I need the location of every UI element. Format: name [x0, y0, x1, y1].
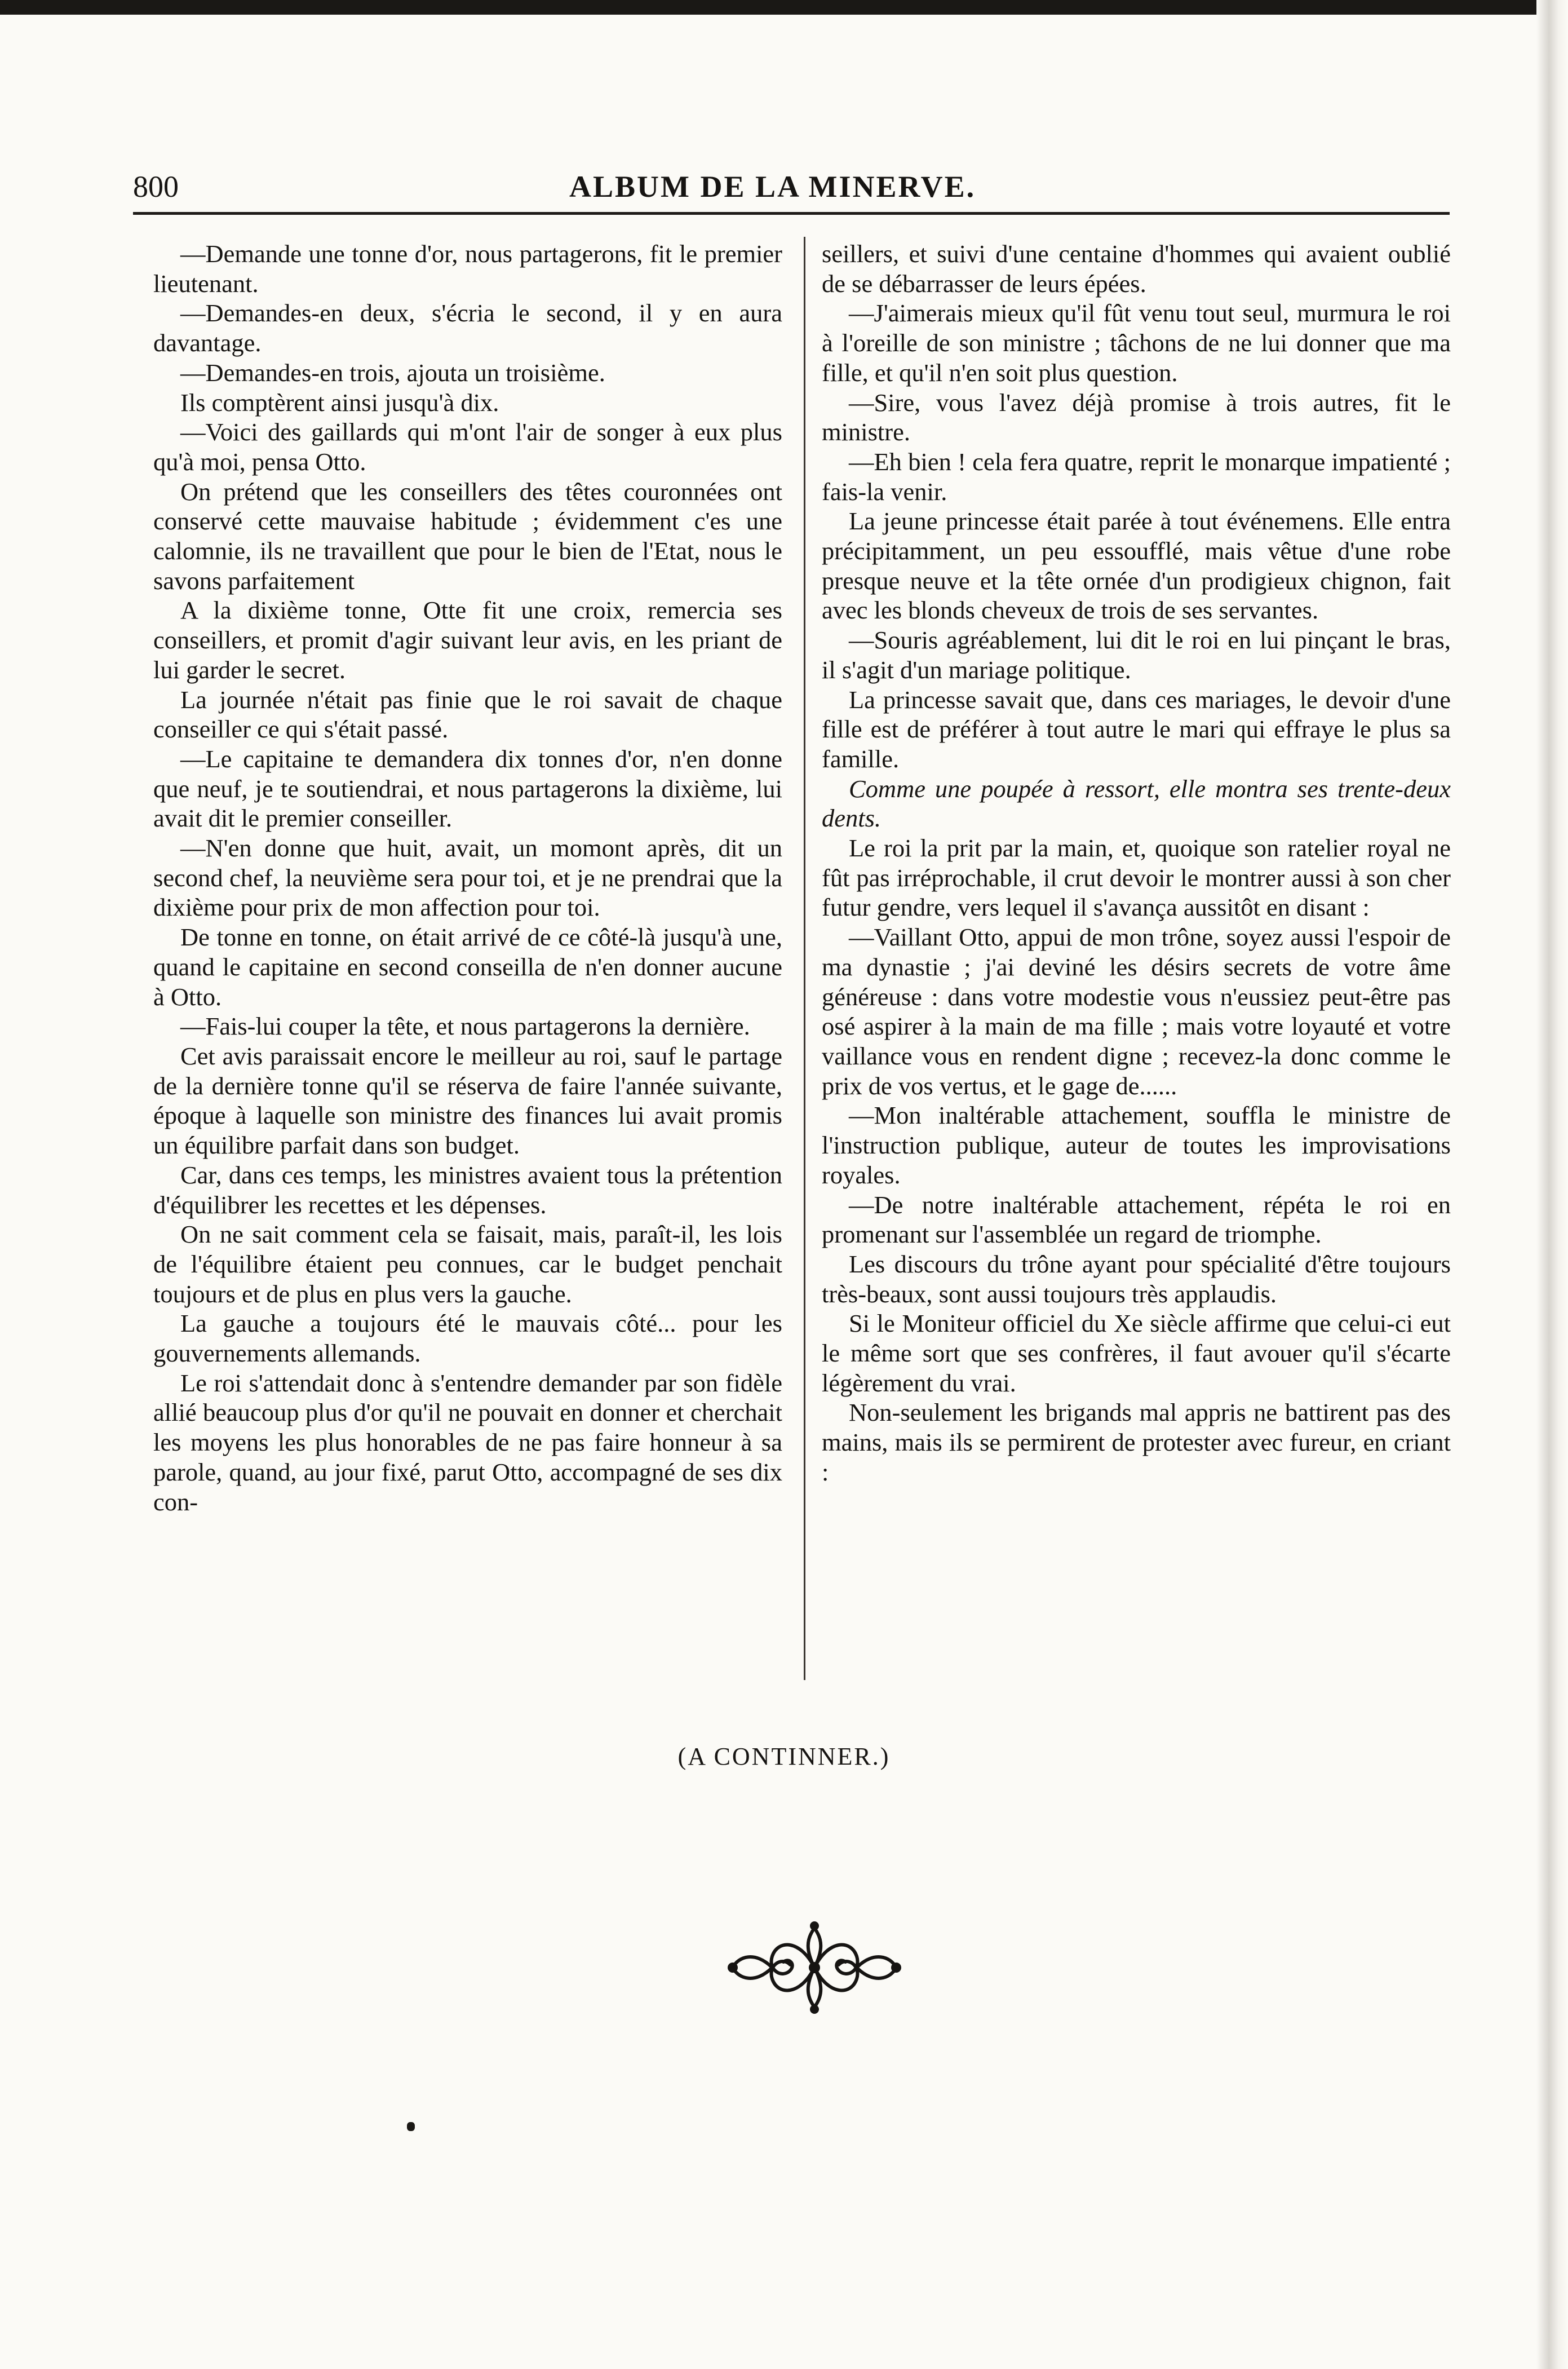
- paragraph: A la dixième tonne, Otte fit une croix, remercia ses conseillers, et promit d'agir suivant leur avis, en les priant de lui garder le secret.: [153, 596, 782, 684]
- header-rule: [133, 212, 1450, 215]
- paragraph: On ne sait comment cela se faisait, mais, paraît-il, les lois de l'équilibre étaient peu connues, car le budget penchait toujours et de plus en plus vers la gauche.: [153, 1220, 782, 1308]
- paragraph: Ils comptèrent ainsi jusqu'à dix.: [180, 388, 499, 417]
- page-number: 800: [133, 170, 179, 204]
- to-be-continued: (A CONTINNER.): [677, 1743, 891, 1770]
- page-top-edge: [0, 0, 1568, 15]
- paragraph: Le roi la prit par la main, et, quoique son ratelier royal ne fût pas irréprochable, il crut devoir le montrer aussi à son cher futur gendre, vers lequel il s'avança aussitôt en disant :: [822, 834, 1451, 922]
- paragraph: Cet avis paraissait encore le meilleur au roi, sauf le partage de la dernière tonne qu'il se réserva de faire l'année suivante, époque à laquelle son ministre des finances lui avait promis un équilibre parfait dans son budget.: [153, 1041, 782, 1160]
- fleuron-ornament-icon: [716, 1917, 913, 2018]
- italic-paragraph: Comme une poupée à ressort, elle montra ses trente-deux dents.: [822, 774, 1451, 833]
- paragraph: La jeune princesse était parée à tout événemens. Elle entra précipitamment, un peu essoufflé, mais vêtue d'une robe presque neuve et la tête ornée d'un prodigieux chignon, fait avec les blonds cheveux de trois de ses servantes.: [822, 507, 1451, 625]
- paragraph: —De notre inaltérable attachement, répéta le roi en promenant sur l'assemblée un regard de triomphe.: [822, 1190, 1451, 1249]
- column-rule: [804, 237, 805, 1680]
- page-binding-edge: [1536, 0, 1568, 2369]
- paragraph: La journée n'était pas finie que le roi savait de chaque conseiller ce qui s'était passé.: [153, 685, 782, 744]
- paragraph: —Le capitaine te demandera dix tonnes d'or, n'en donne que neuf, je te soutiendrai, et nous partagerons la dixième, lui avait dit le premier conseiller.: [153, 744, 782, 833]
- paragraph: De tonne en tonne, on était arrivé de ce côté-là jusqu'à une, quand le capitaine en second conseilla de n'en donner aucune à Otto.: [153, 923, 782, 1011]
- paragraph: Non-seulement les brigands mal appris ne battirent pas des mains, mais ils se permirent de protester avec fureur, en criant :: [822, 1398, 1451, 1486]
- right-column: [822, 239, 1451, 1487]
- paragraph: Car, dans ces temps, les ministres avaient tous la prétention d'équilibrer les recettes et les dépenses.: [153, 1160, 782, 1219]
- paragraph: —N'en donne que huit, avait, un momont après, dit un second chef, la neuvième sera pour toi, et je ne prendrai que la dixième pour prix de mon affection pour toi.: [153, 834, 782, 922]
- paragraph: La gauche a toujours été le mauvais côté... pour les gouvernements allemands.: [153, 1309, 782, 1368]
- paragraph: —Vaillant Otto, appui de mon trône, soyez aussi l'espoir de ma dynastie ; j'ai deviné les désirs secrets de votre âme généreuse : dans votre modestie vous n'eussiez peut-être pas osé aspirer à la main de ma fille ; mais votre loyauté et votre vaillance vous en rendent digne ; recevez-la donc comme le prix de vos vertus, et le gage de......: [822, 923, 1451, 1100]
- paragraph: —Fais-lui couper la tête, et nous partagerons la dernière.: [180, 1012, 750, 1041]
- paragraph: La princesse savait que, dans ces mariages, le devoir d'une fille est de préférer à tout autre le mari qui effraye le plus sa famille.: [822, 685, 1451, 773]
- paragraph: —Voici des gaillards qui m'ont l'air de songer à eux plus qu'à moi, pensa Otto.: [153, 418, 782, 476]
- running-title: ALBUM DE LA MINERVE.: [569, 170, 976, 204]
- paragraph: On prétend que les conseillers des têtes couronnées ont conservé cette mauvaise habitude ; évidemment c'es une calomnie, ils ne travaillent que pour le bien de l'Etat, nous le savons parfaitement: [153, 477, 782, 595]
- ink-speck: [407, 2122, 415, 2131]
- left-column: [153, 239, 782, 1517]
- paragraph: —Mon inaltérable attachement, souffla le ministre de l'instruction publique, auteur de toutes les improvisations royales.: [822, 1101, 1451, 1189]
- paragraph: —Sire, vous l'avez déjà promise à trois autres, fit le ministre.: [822, 388, 1451, 447]
- paragraph: —J'aimerais mieux qu'il fût venu tout seul, murmura le roi à l'oreille de son ministre ; tâchons de ne lui donner que ma fille, et qu'il n'en soit plus question.: [822, 299, 1451, 387]
- paragraph: seillers, et suivi d'une centaine d'hommes qui avaient oublié de se débarrasser de leurs épées.: [822, 240, 1451, 298]
- paragraph: —Eh bien ! cela fera quatre, reprit le monarque impatienté ; fais-la venir.: [822, 447, 1451, 506]
- paragraph: Si le Moniteur officiel du Xe siècle affirme que celui-ci eut le même sort que ses confrères, il faut avouer qu'il s'écarte légèrement du vrai.: [822, 1309, 1451, 1397]
- paragraph: —Demande une tonne d'or, nous partagerons, fit le premier lieutenant.: [153, 240, 782, 298]
- paragraph: Les discours du trône ayant pour spécialité d'être toujours très-beaux, sont aussi toujours très applaudis.: [822, 1249, 1451, 1308]
- paragraph: Le roi s'attendait donc à s'entendre demander par son fidèle allié beaucoup plus d'or qu'il ne pouvait en donner et cherchait les moyens les plus honorables de ne pas faire honneur à sa parole, quand, au jour fixé, parut Otto, accompagné de ses dix con-: [153, 1368, 782, 1516]
- paragraph: —Souris agréablement, lui dit le roi en lui pinçant le bras, il s'agit d'un mariage politique.: [822, 626, 1451, 684]
- paragraph: —Demandes-en deux, s'écria le second, il y en aura davantage.: [153, 299, 782, 357]
- paragraph: —Demandes-en trois, ajouta un troisième.: [180, 358, 605, 387]
